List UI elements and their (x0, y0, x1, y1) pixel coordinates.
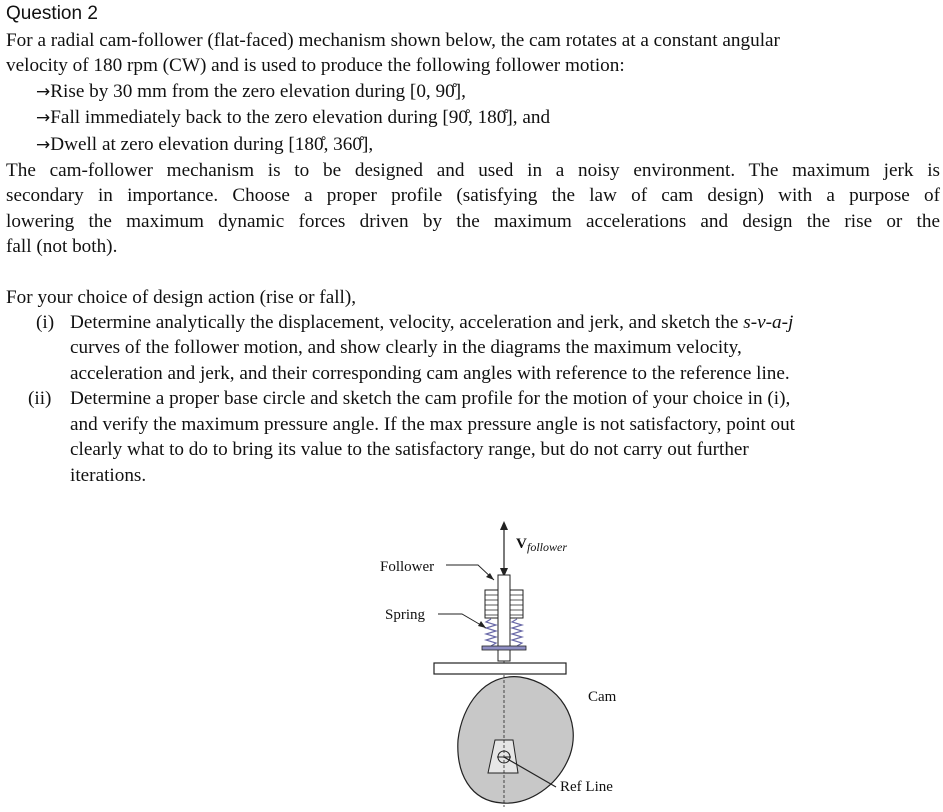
motion-rise (6, 79, 940, 105)
part-i-line-1: Determine analytically the displacement, velocity, acceleration and jerk, and sketch the s-v-a-j (70, 312, 794, 334)
guide-left (485, 590, 498, 618)
arrow-icon: → (36, 81, 51, 102)
part-ii-line-3: clearly what to do to bring its value to the satisfactory range, but do not carry out further (70, 439, 749, 461)
part-i-line-2: curves of the follower motion, and show clearly in the diagrams the maximum velocity, (70, 337, 742, 359)
cam-label: Cam (588, 689, 617, 705)
arrow-icon: → (36, 108, 51, 129)
body-line-1: The cam-follower mechanism is to be designed and used in a noisy environment. The maximum jerk is (6, 160, 940, 182)
body-line-2: secondary in importance. Choose a proper profile (satisfying the law of cam design) with a purpose of (6, 185, 940, 207)
velocity-arrow-up (500, 521, 508, 530)
part-i (6, 310, 940, 386)
spring-label: Spring (385, 607, 426, 623)
follower-label: Follower (380, 559, 435, 575)
motion-dwell-text: Dwell at zero elevation during [180̊, 360̊], (50, 133, 374, 155)
part-i-line-3: acceleration and jerk, and their corresponding cam angles with reference to the reference line. (70, 362, 790, 384)
svaj-term: s-v-a-j (743, 312, 794, 334)
cam-body (458, 677, 573, 803)
intro-line-2: velocity of 180 rpm (CW) and is used to produce the following follower motion: (6, 55, 625, 77)
spring-seat (482, 646, 526, 650)
motion-rise-text: Rise by 30 mm from the zero elevation during [0, 90̊], (50, 80, 466, 102)
question-document (6, 0, 940, 488)
part-ii-number: (ii) (28, 388, 52, 410)
part-i-number: (i) (36, 312, 55, 334)
spring-right (512, 619, 522, 646)
part-ii-line-1: Determine a proper base circle and sketch the cam profile for the motion of your choice in (i), (70, 388, 791, 410)
ref-line-label: Ref Line (560, 779, 613, 795)
question-title: Question 2 (6, 3, 98, 24)
motion-fall (6, 105, 940, 131)
arrow-icon: → (36, 134, 51, 155)
follower-face (434, 663, 566, 674)
guide-right (510, 590, 523, 618)
intro-line-1: For a radial cam-follower (flat-faced) mechanism shown below, the cam rotates at a constant angular (6, 30, 780, 51)
body-line-4: fall (not both). (6, 236, 118, 258)
follower-leader (446, 565, 494, 580)
velocity-subscript: follower (527, 540, 568, 554)
spring-left (486, 619, 496, 646)
velocity-symbol: V (516, 536, 527, 552)
motion-dwell (6, 132, 940, 158)
part-ii (6, 386, 940, 488)
part-ii-line-4: iterations. (70, 464, 147, 486)
motion-fall-text: Fall immediately back to the zero elevation during [90̊, 180̊], and (50, 107, 551, 129)
body-line-3: lowering the maximum dynamic forces driven by the maximum accelerations and design the rise or the (6, 210, 940, 232)
cam-follower-diagram (370, 515, 640, 810)
part-ii-line-2: and verify the maximum pressure angle. If the max pressure angle is not satisfactory, point out (70, 413, 796, 435)
choice-line: For your choice of design action (rise or fall), (6, 286, 357, 308)
